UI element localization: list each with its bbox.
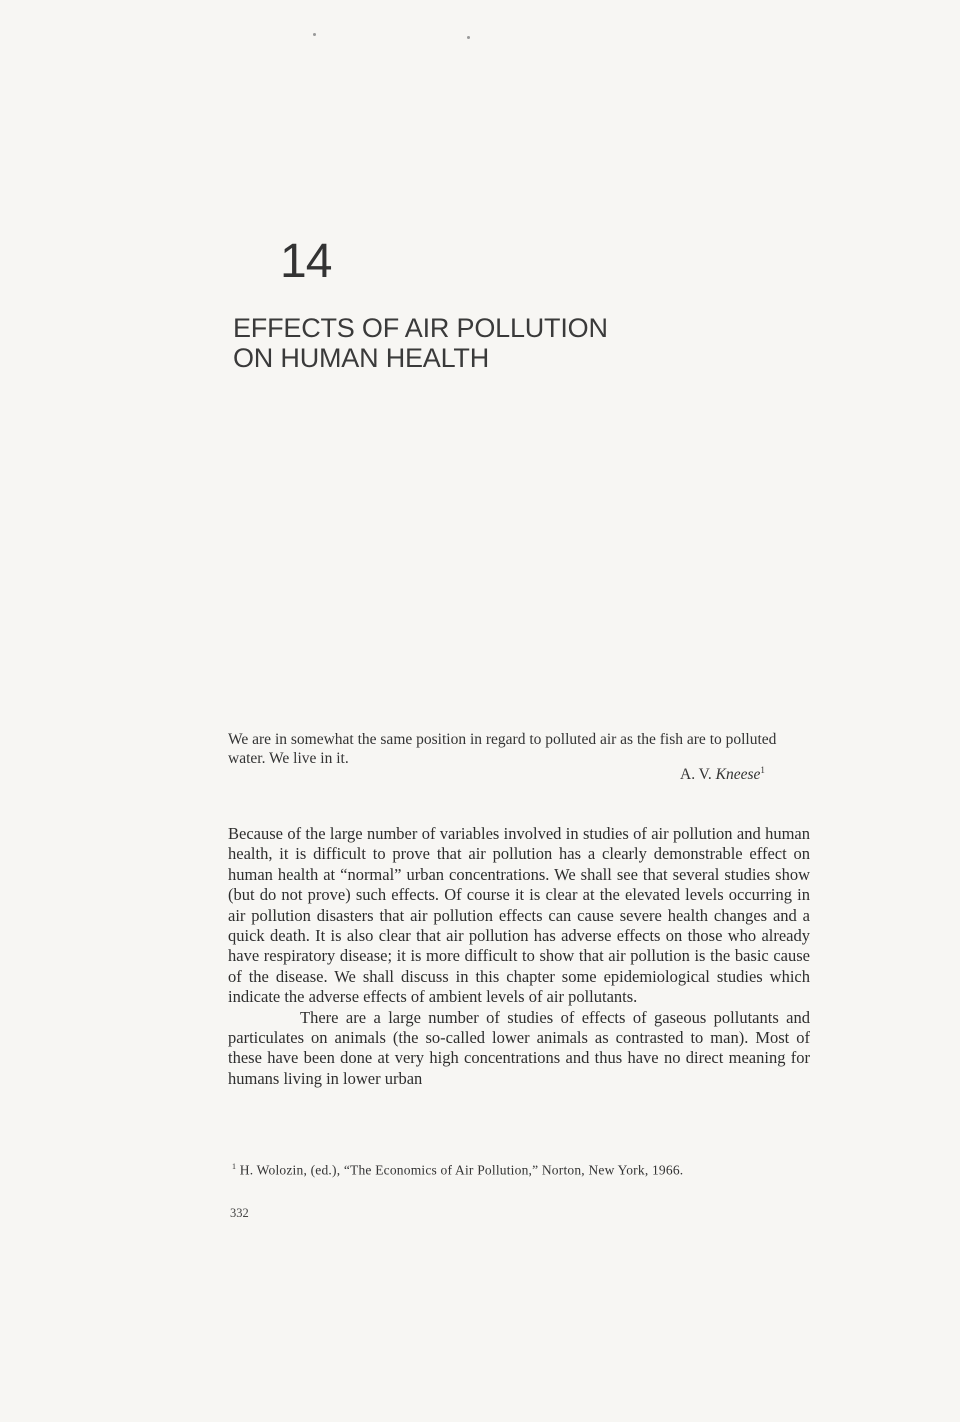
footnote: [232, 1162, 812, 1179]
scan-speck: [467, 36, 470, 39]
chapter-title-line-2: ON HUMAN HEALTH: [233, 343, 490, 373]
epigraph-quote: We are in somewhat the same position in regard to polluted air as the fish are to polluted water. We live in it.: [228, 731, 777, 767]
epigraph-footnote-mark: 1: [760, 765, 765, 775]
chapter-title-line-1: EFFECTS OF AIR POLLUTION: [233, 313, 608, 343]
scan-speck: [313, 33, 316, 36]
epigraph-attribution: [680, 765, 765, 784]
footnote-mark: 1: [232, 1162, 237, 1171]
body-paragraph-2: There are a large number of studies of effects of gaseous pollutants and particulates on animals (the so-called lower animals as contrasted to man). Most of these have been done at very high concentrations and thus have no direct meaning for humans living in lower urban: [228, 1007, 810, 1088]
epigraph-attribution-name: Kneese: [715, 766, 761, 784]
footnote-text: H. Wolozin, (ed.), “The Economics of Air Pollution,” Norton, New York, 1966.: [236, 1162, 684, 1178]
chapter-body: [228, 824, 810, 1089]
chapter-title: [233, 313, 608, 373]
epigraph-attribution-prefix: A. V.: [680, 766, 716, 784]
page-number: 332: [230, 1206, 249, 1220]
body-paragraph-1: Because of the large number of variables involved in studies of air pollution and human health, it is difficult to prove that air pollution has a clearly demonstrable effect on human health at “normal” urban concentrations. We shall see that several studies show (but do not prove) such effects. Of course it is clear at the elevated levels occurring in air pollution disasters that air pollution effects can cause severe health changes and a quick death. It is also clear that air pollution has adverse effects on those who already have respiratory disease; it is more difficult to show that air pollution is the basic cause of the disease. We shall discuss in this chapter some epidemiological studies which indicate the adverse effects of ambient levels of air pollutants.: [228, 824, 810, 1007]
chapter-number: 14: [280, 235, 332, 288]
